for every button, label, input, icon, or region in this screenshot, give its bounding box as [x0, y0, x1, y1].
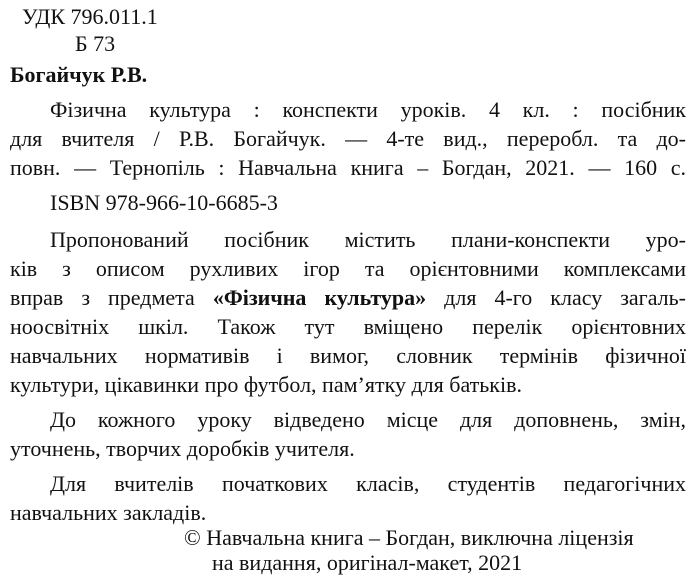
description-line-2: для вчителя / Р.В. Богайчук. — 4-те вид., переробл. та до- [10, 126, 686, 151]
annotation-p1-line-2: ків з описом рухливих ігор та орієнтовними комплексами [10, 256, 686, 281]
annotation-p2-line-2: уточнень, творчих доробків учителя. [10, 436, 355, 461]
annotation-text: для 4-го класу загаль- [426, 285, 686, 310]
description-line-3: повн. — Тернопіль : Навчальна книга – Богдан, 2021. — 160 с. [10, 155, 686, 180]
subject-title: «Фізична культура» [212, 285, 427, 310]
annotation-p1-line-5: навчальних нормативів і вимог, словник термінів фізичної [10, 343, 686, 368]
copyright-line-2: на видання, оригінал-макет, 2021 [212, 550, 523, 575]
annotation-p2-line-1: До кожного уроку відведено місце для доповнень, змін, [50, 407, 686, 432]
annotation-p1-line-3 [10, 285, 686, 311]
isbn: ISBN 978-966-10-6685-3 [50, 190, 278, 215]
author-heading: Богайчук Р.В. [10, 62, 148, 87]
annotation-p1-line-6: культури, цікавинки про футбол, пам’ятку для батьків. [10, 372, 522, 397]
annotation-text: вправ з предмета [10, 285, 213, 310]
bbk-code: Б 73 [75, 31, 116, 56]
udk-code: УДК 796.011.1 [22, 4, 158, 29]
description-line-1: Фізична культура : конспекти уроків. 4 кл. : посібник [50, 97, 686, 122]
annotation-p3-line-1: Для вчителів початкових класів, студентів педагогічних [50, 471, 686, 496]
annotation-p1-line-1: Пропонований посібник містить плани-конспекти уро- [50, 227, 686, 252]
copyright-line-1: © Навчальна книга – Богдан, виключна ліцензія [184, 525, 634, 550]
annotation-p3-line-2: навчальних закладів. [10, 500, 207, 525]
annotation-p1-line-4: ноосвітніх шкіл. Також тут вміщено перелік орієнтовних [10, 314, 686, 339]
